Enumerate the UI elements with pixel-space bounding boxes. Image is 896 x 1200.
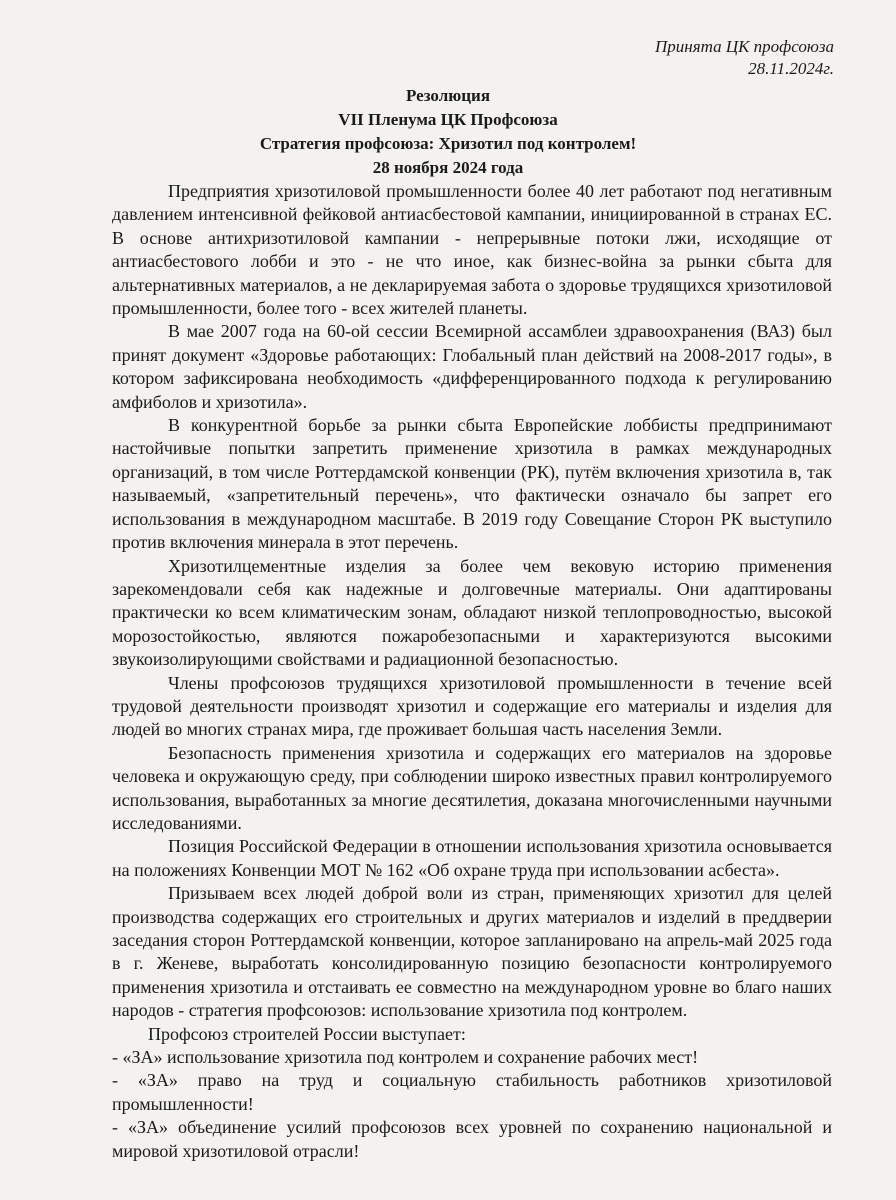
demand-item: - «ЗА» использование хризотила под контролем и сохранение рабочих мест! [112, 1047, 699, 1068]
demand-item: - «ЗА» объединение усилий профсоюзов всех уровней по сохранению национальной и мировой хризотиловой отрасли! [112, 1117, 832, 1161]
document-subtitle: VII Пленума ЦК Профсоюза [338, 110, 558, 129]
paragraph: В мае 2007 года на 60-ой сессии Всемирной ассамблеи здравоохранения (ВАЗ) был принят документ «Здоровье работающих: Глобальный план действий на 2008-2017 годы», в котором зафиксирована необходимость «дифференцированного подхода к регулированию амфиболов и хризотила». [112, 321, 832, 412]
document-title: Резолюция [405, 86, 491, 105]
demand-item: - «ЗА» право на труд и социальную стабильность работников хризотиловой промышленности! [112, 1070, 832, 1114]
acceptance-date: 28.11.2024г. [748, 59, 834, 78]
paragraph: Позиция Российской Федерации в отношении использования хризотила основывается на положениях Конвенции МОТ № 162 «Об охране труда при использовании асбеста». [112, 836, 832, 880]
closing-lead: Профсоюз строителей России выступает: [148, 1023, 466, 1044]
demands-list [112, 1046, 832, 1163]
document-date: 28 ноября 2024 года [372, 158, 524, 177]
document-body [112, 180, 832, 1163]
strategy-heading: Стратегия профсоюза: Хризотил под контролем! [259, 134, 637, 153]
acceptance-note [655, 36, 834, 80]
paragraph: Безопасность применения хризотила и содержащих его материалов на здоровье человека и окружающую среду, при соблюдении широко известных правил контролируемого использования, выработанных за многие десятилетия, доказана многочисленными научными исследованиями. [112, 742, 832, 833]
paragraph: Призываем всех людей доброй воли из стран, применяющих хризотил для целей производства содержащих его строительных и других материалов и изделий в преддверии заседания сторон Роттердамской конвенции, которое запланировано на апрель-май 2025 года в г. Женеве, выработать консолидированную позицию безопасности контролируемого применения хризотила и отстаивать ее совместно на международном уровне во благо наших народов - стратегия профсоюзов: использование хризотила под контролем. [112, 883, 832, 1021]
paragraph: В конкурентной борьбе за рынки сбыта Европейские лоббисты предпринимают настойчивые попытки запретить применение хризотила в рамках международных организаций, в том числе Роттердамской конвенции (РК), путём включения хризотила в, так называемый, «запретительный перечень», что фактически означало бы запрет его использования в международном масштабе. В 2019 году Совещание Сторон РК выступило против включения минерала в этот перечень. [112, 415, 832, 553]
paragraph: Члены профсоюзов трудящихся хризотиловой промышленности в течение всей трудовой деятельности производят хризотил и содержащие его материалы и изделия для людей во многих странах мира, где проживает большая часть населения Земли. [112, 672, 832, 740]
paragraph: Хризотилцементные изделия за более чем вековую историю применения зарекомендовали себя как надежные и долговечные материалы. Они адаптированы практически ко всем климатическим зонам, обладают низкой теплопроводностью, высокой морозостойкостью, являются пожаробезопасными и характеризуются высокими звукоизолирующими свойствами и радиационной безопасностью. [112, 555, 832, 670]
paragraph: Предприятия хризотиловой промышленности более 40 лет работают под негативным давлением интенсивной фейковой антиасбестовой кампании, инициированной в странах ЕС. В основе антихризотиловой кампании - непрерывные потоки лжи, исходящие от антиасбестового лобби и это - не что иное, как бизнес-война за рынки сбыта для альтернативных материалов, а не декларируемая забота о здоровье трудящихся хризотиловой промышленности, более того - всех жителей планеты. [112, 181, 832, 319]
acceptance-line: Принята ЦК профсоюза [655, 37, 834, 56]
document-header [0, 84, 896, 180]
